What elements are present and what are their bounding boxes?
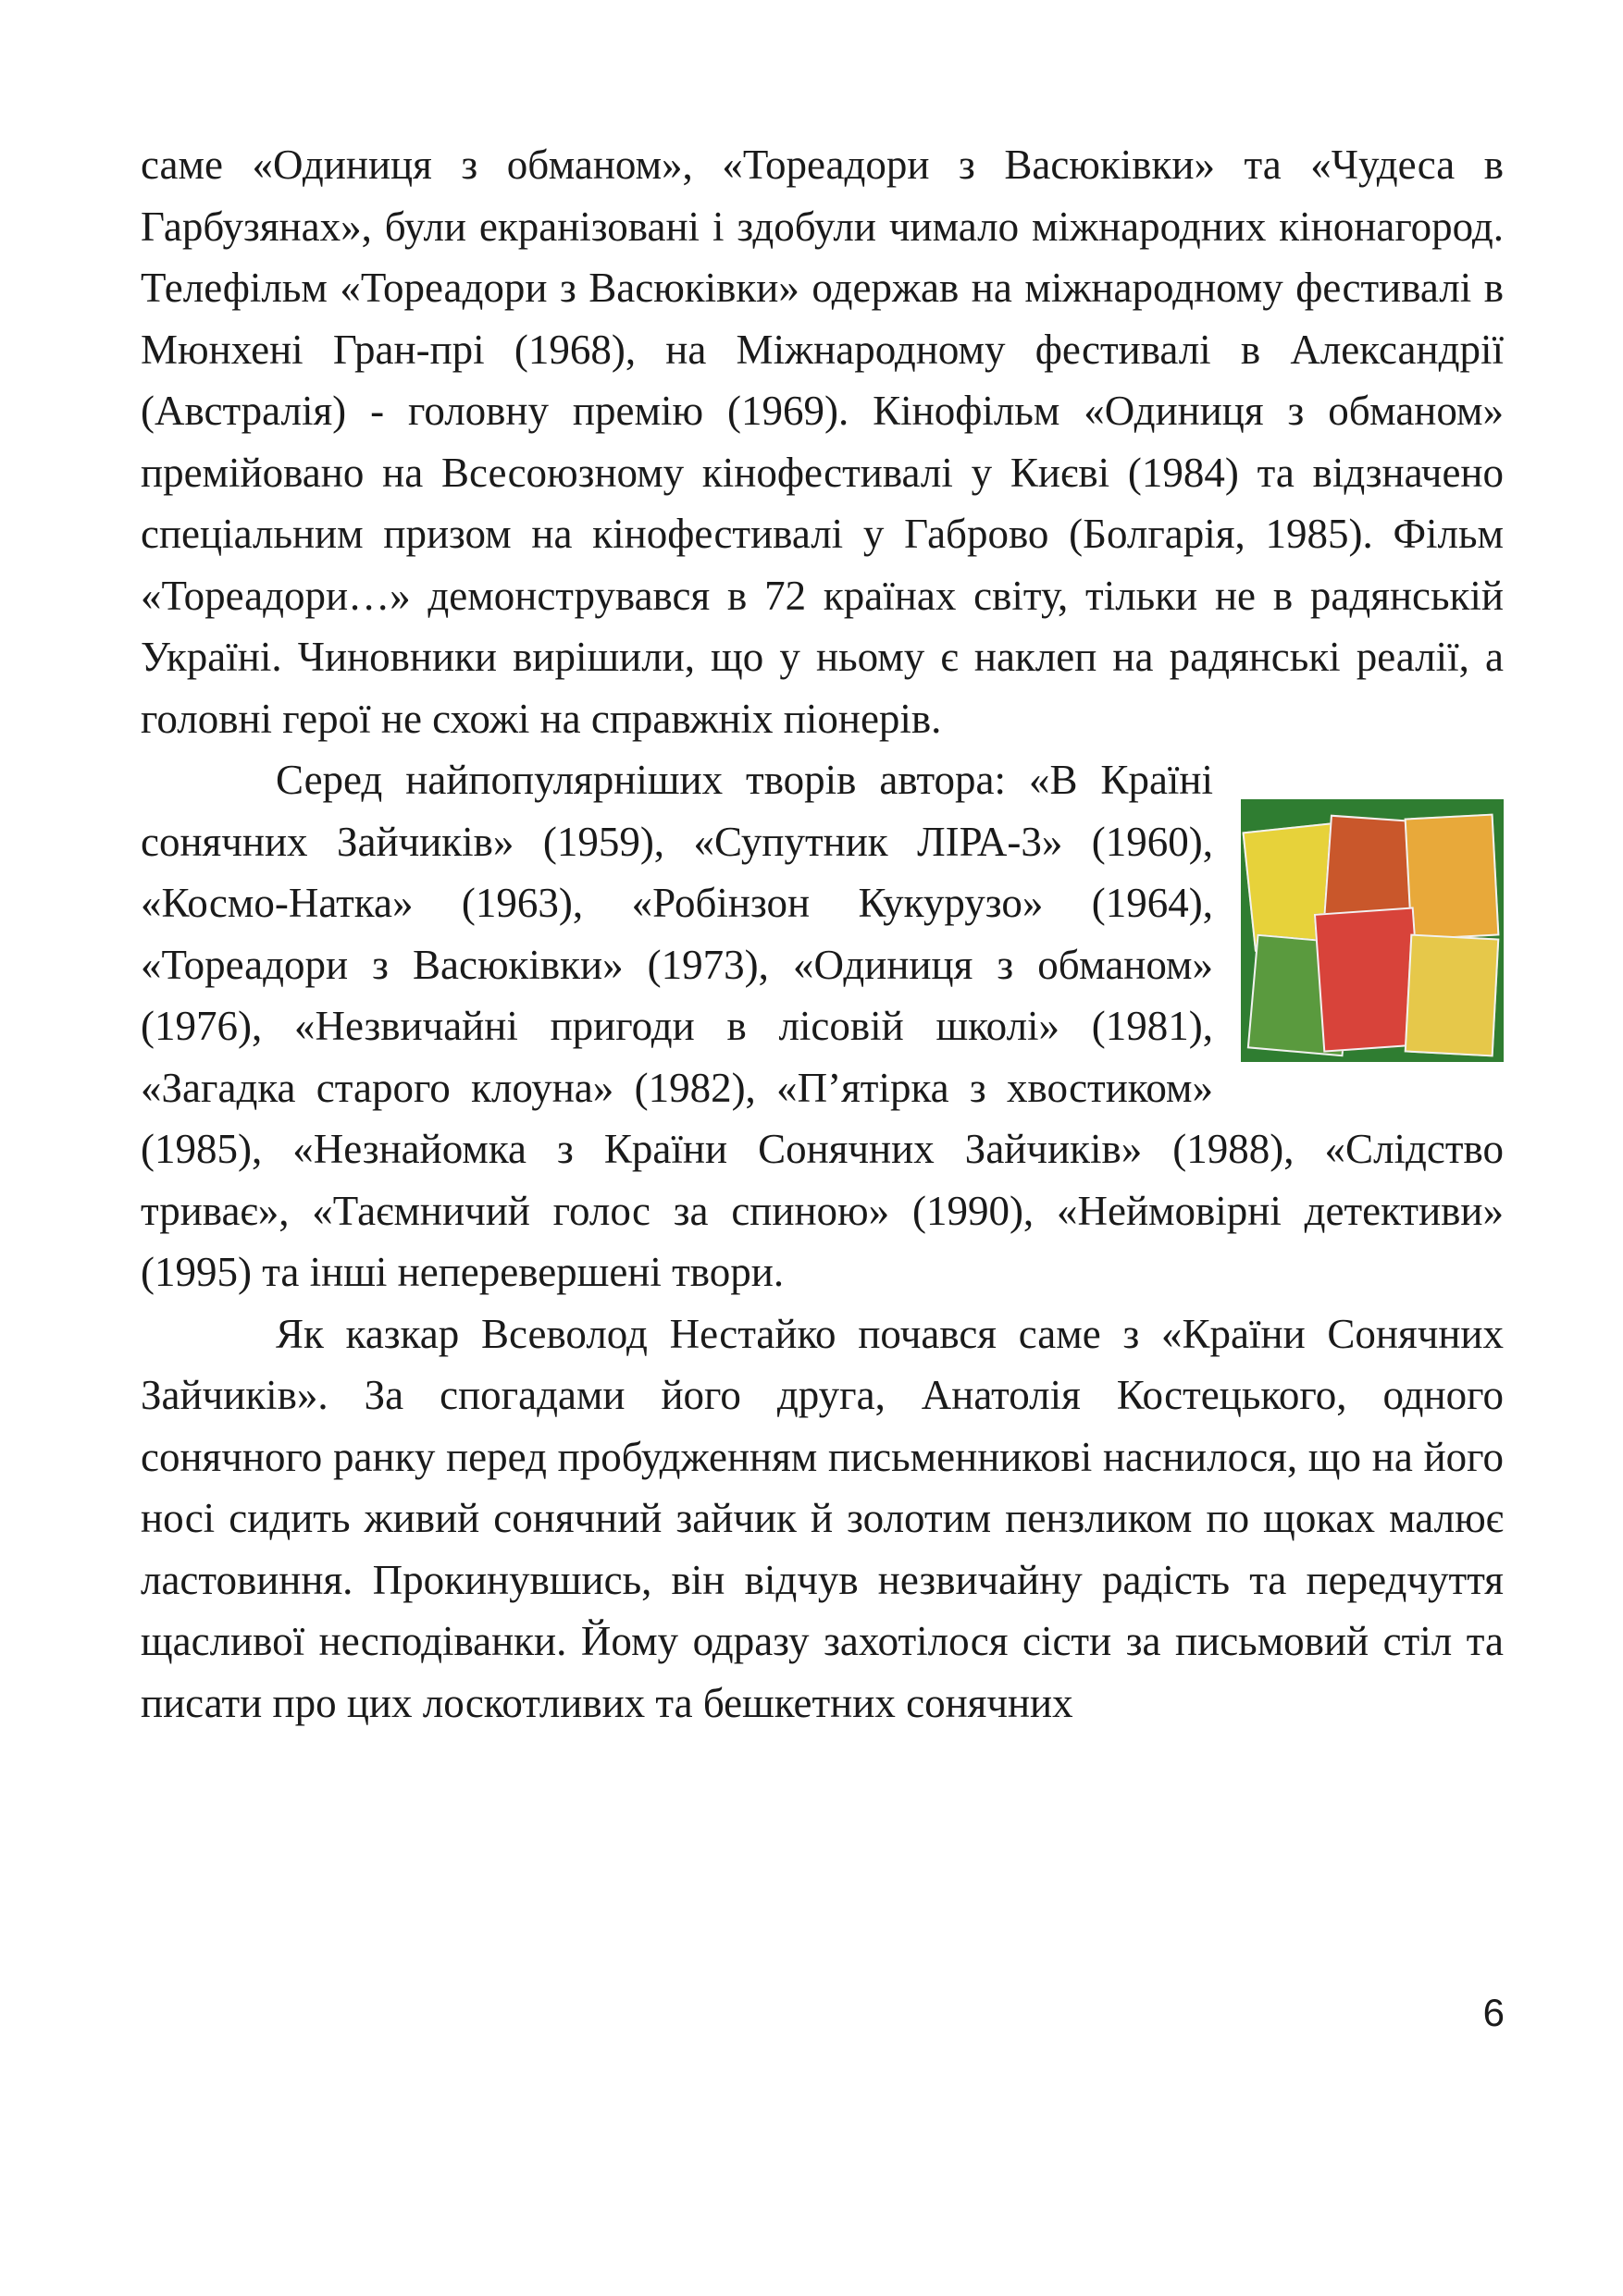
page-number: 6 — [1482, 1991, 1505, 2034]
paragraph-1: саме «Одиниця з обманом», «Тореадори з Васюківки» та «Чудеса в Гарбузянах», були екранізовані і здобули чимало міжнародних кінонагород. Телефільм «Тореадори з Васюківки» одержав на міжнародному фестивалі в Мюнхені Гран-прі (1968), на Міжнародному фестивалі в Александрії (Австралія) - головну премію (1969). Кінофільм «Одиниця з обманом» премійовано на Всесоюзному кінофестивалі у Києві (1984) та відзначено спеціальним призом на кінофестивалі у Габрово (Болгарія, 1985). Фільм «Тореадори…» демонструвався в 72 країнах світу, тільки не в радянській Україні. Чиновники вирішили, що у ньому є наклеп на радянські реалії, а головні герої не схожі на справжніх піонерів. — [141, 142, 1504, 742]
paragraph-2: Серед найпопулярніших творів автора: «В Країні сонячних Зайчиків» (1959), «Супутник ЛІРА-3» (1960), «Космо-Натка» (1963), «Робінзон Кукурузо» (1964), «Тореадори з Васюківки» (1973), «Одиниця з обманом» (1976), «Незвичайні пригоди в лісовій школі» (1981), «Загадка старого клоуна» (1982), «П’ятірка з хвостиком» (1985), «Незнайомка з Країни Сонячних Зайчиків» (1988), «Слідство триває», «Таємничий голос за спиною» (1990), «Неймовірні детективи» (1995) та інші неперевершені твори. — [141, 757, 1504, 1295]
document-body — [141, 134, 1504, 1734]
paragraph-3: Як казкар Всеволод Нестайко почався саме з «Країни Сонячних Зайчиків». За спогадами його друга, Анатолія Костецького, одного сонячного ранку перед пробудженням письменникові наснилося, що на його носі сидить живий сонячний зайчик й золотим пензликом по щоках малює ластовиння. Прокинувшись, він відчув незвичайну радість та передчуття щасливої несподіванки. Йому одразу захотілося сісти за письмовий стіл та писати про цих лоскотливих та бешкетних сонячних — [141, 1310, 1504, 1726]
book-cover-6 — [1405, 934, 1500, 1057]
book-cover-3 — [1405, 814, 1500, 941]
book-covers-collage-icon — [1241, 799, 1504, 1062]
